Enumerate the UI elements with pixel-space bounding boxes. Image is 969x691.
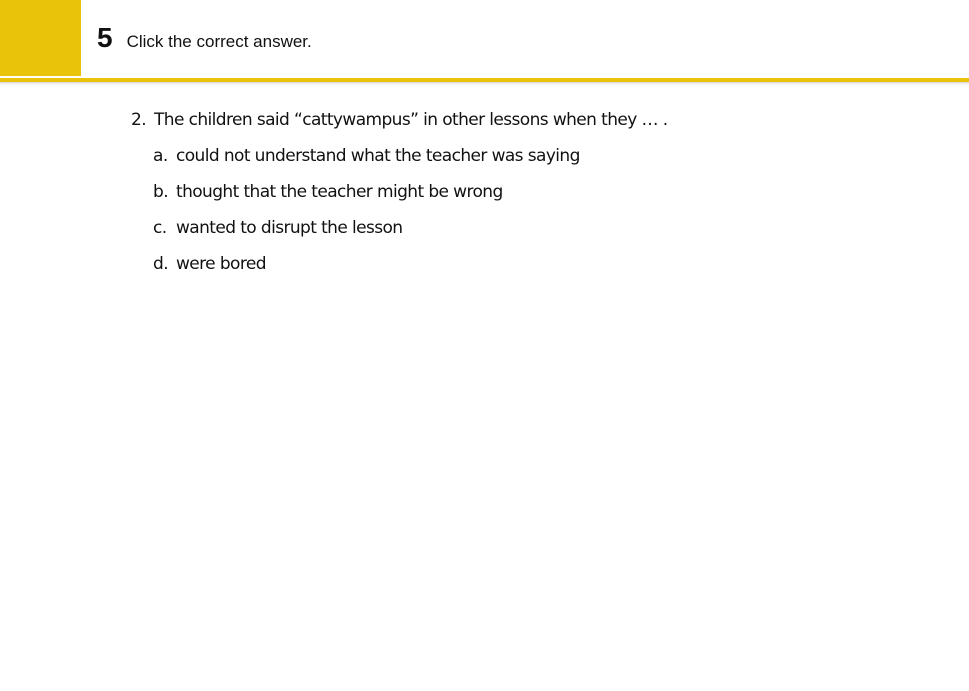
option-text: thought that the teacher might be wrong	[176, 182, 503, 202]
option-letter: a.	[153, 146, 168, 166]
option-text: wanted to disrupt the lesson	[176, 218, 403, 238]
answer-option-b[interactable]	[153, 182, 580, 218]
option-text: were bored	[176, 254, 266, 274]
exercise-number: 5	[97, 22, 113, 53]
header-accent-block	[0, 0, 81, 76]
question-number: 2.	[131, 110, 147, 130]
option-text: could not understand what the teacher was saying	[176, 146, 580, 166]
answer-options	[153, 146, 580, 290]
option-letter: c.	[153, 218, 167, 238]
question-text: The children said “cattywampus” in other lessons when they … .	[154, 110, 668, 130]
answer-option-a[interactable]	[153, 146, 580, 182]
exercise-header	[97, 22, 312, 62]
answer-option-d[interactable]	[153, 254, 580, 290]
answer-option-c[interactable]	[153, 218, 580, 254]
header-divider-shadow	[0, 82, 969, 85]
option-letter: d.	[153, 254, 168, 274]
question	[131, 110, 668, 130]
instruction-text: Click the correct answer.	[126, 32, 312, 51]
option-letter: b.	[153, 182, 168, 202]
